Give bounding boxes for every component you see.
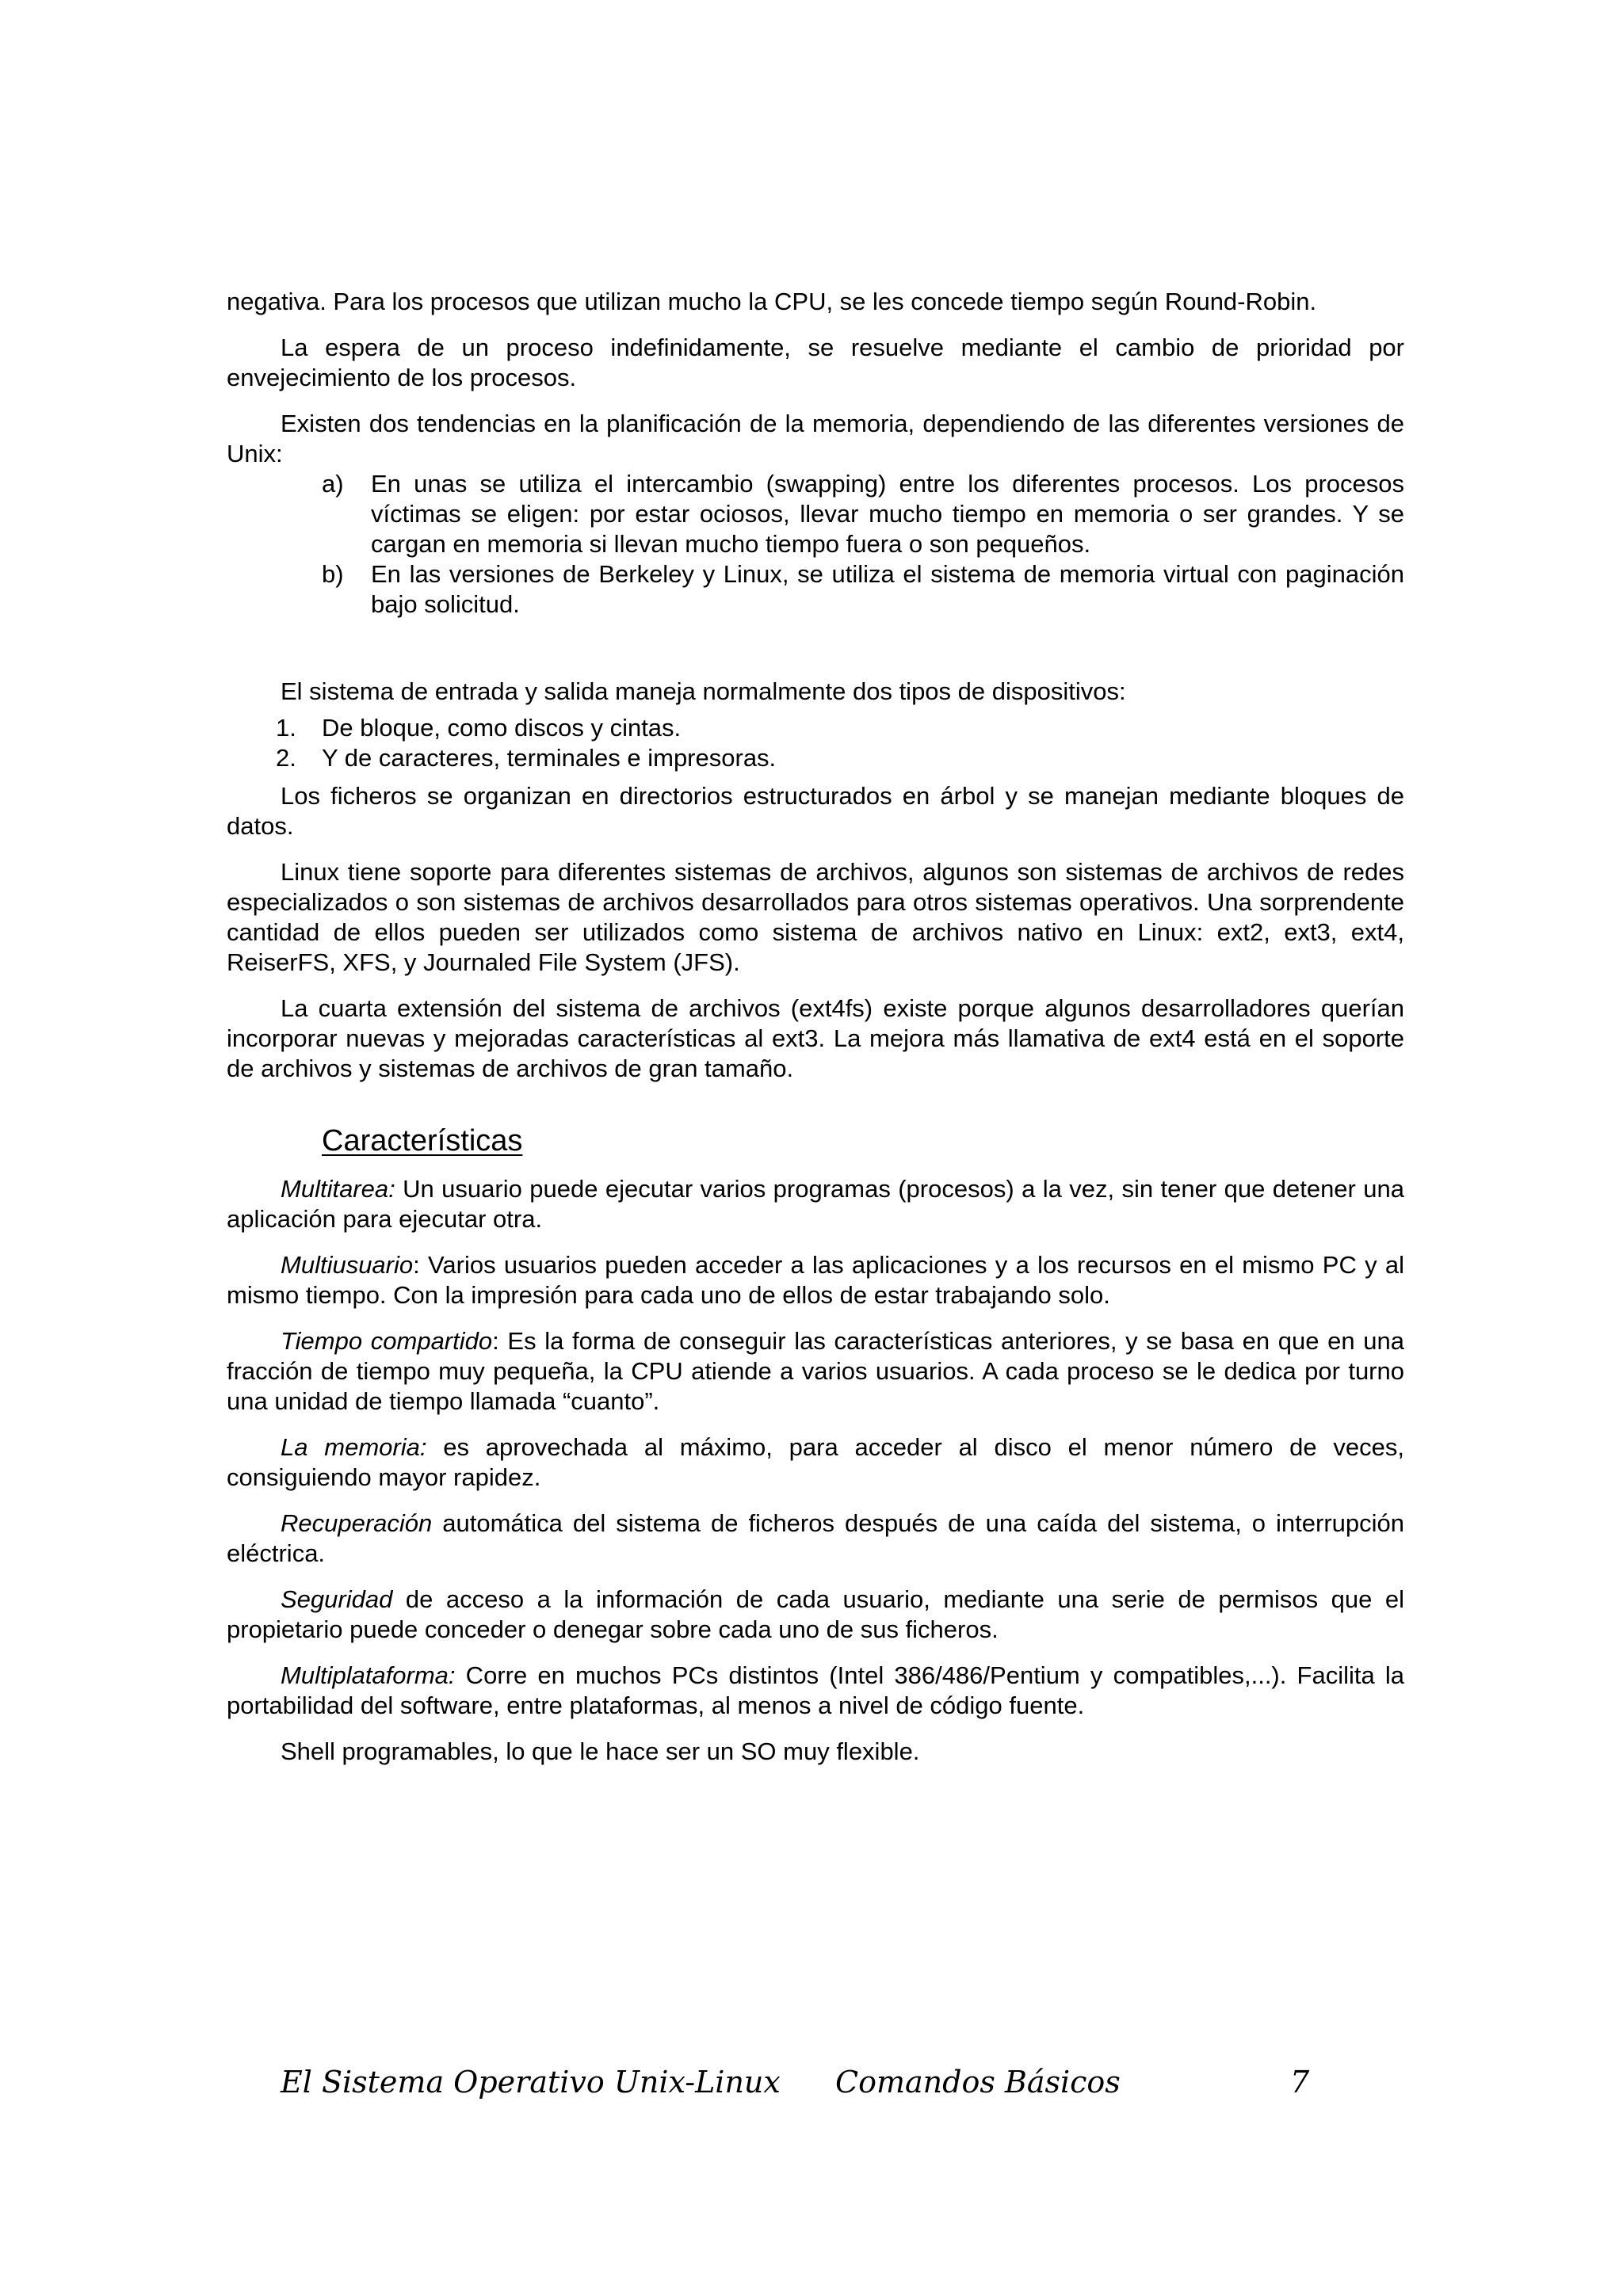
feature-term: Multiusuario: [281, 1251, 414, 1279]
page-footer: [0, 2065, 1623, 2104]
list-item-text: En unas se utiliza el intercambio (swapping) entre los diferentes procesos. Los procesos víctimas se eligen: por estar ociosos, llevar mucho tiempo en memoria o ser grandes. Y se cargan en memoria si llevan mucho tiempo fuera o son pequeños.: [371, 470, 1404, 558]
feature-multiplataforma: [227, 1661, 1404, 1721]
footer-subtitle: Comandos Básicos: [835, 2065, 1121, 2100]
feature-tiempo-compartido: [227, 1326, 1404, 1417]
list-marker: 2.: [276, 744, 296, 772]
paragraph-files-tree: Los ficheros se organizan en directorios estructurados en árbol y se manejan mediante bloques de datos.: [227, 782, 1404, 840]
paragraph-aging: La espera de un proceso indefinidamente, se resuelve mediante el cambio de prioridad por envejecimiento de los procesos.: [227, 334, 1404, 391]
device-list: [227, 713, 1404, 773]
section-heading: Características: [322, 1124, 523, 1158]
feature-multitarea: [227, 1174, 1404, 1234]
feature-term: La memoria:: [281, 1433, 427, 1461]
feature-term: Multitarea:: [281, 1175, 395, 1203]
spacer: [227, 635, 1404, 677]
feature-multiusuario: [227, 1250, 1404, 1310]
paragraph-ext4: La cuarta extensión del sistema de archivos (ext4fs) existe porque algunos desarrolladores querían incorporar nuevas y mejoradas características al ext3. La mejora más llamativa de ext4 está en el soporte de archivos y sistemas de archivos de gran tamaño.: [227, 994, 1404, 1082]
list-item: [322, 559, 1404, 620]
feature-text: de acceso a la información de cada usuario, mediante una serie de permisos que el propietario puede conceder o denegar sobre cada uno de sus ficheros.: [227, 1585, 1404, 1643]
feature-text: automática del sistema de ficheros después de una caída del sistema, o interrupción eléctrica.: [227, 1509, 1404, 1567]
page-content: [227, 287, 1404, 1783]
paragraph-round-robin: negativa. Para los procesos que utilizan mucho la CPU, se les concede tiempo según Round-Robin.: [227, 288, 1317, 315]
list-item-text: Y de caracteres, terminales e impresoras.: [322, 744, 777, 772]
feature-term: Seguridad: [281, 1585, 393, 1613]
list-item: [322, 469, 1404, 559]
list-item: [276, 713, 1404, 743]
feature-text: Corre en muchos PCs distintos (Intel 386/486/Pentium y compatibles,...). Facilita la portabilidad del software, entre plataformas, al menos a nivel de código fuente.: [227, 1661, 1404, 1719]
feature-term: Tiempo compartido: [281, 1327, 493, 1355]
paragraph-filesystems: Linux tiene soporte para diferentes sistemas de archivos, algunos son sistemas de archivos de redes especializados o son sistemas de archivos desarrollados para otros sistemas operativos. Una sorprendente cantidad de ellos pueden ser utilizados como sistema de archivos nativo en Linux: ext2, ext3, ext4, ReiserFS, XFS, y Journaled File System (JFS).: [227, 858, 1404, 976]
feature-text: : Es la forma de conseguir las características anteriores, y se basa en que en una fracción de tiempo muy pequeña, la CPU atiende a varios usuarios. A cada proceso se le dedica por turno una unidad de tiempo llamada “cuanto”.: [227, 1327, 1405, 1415]
feature-text: es aprovechada al máximo, para acceder al disco el menor número de veces, consiguiendo mayor rapidez.: [227, 1433, 1404, 1491]
footer-title: El Sistema Operativo Unix-Linux: [281, 2065, 781, 2100]
paragraph-io-devices: El sistema de entrada y salida maneja normalmente dos tipos de dispositivos:: [281, 677, 1126, 705]
list-marker: 1.: [276, 714, 296, 742]
feature-term: Recuperación: [281, 1509, 433, 1537]
feature-recuperacion: [227, 1508, 1404, 1569]
list-item: [276, 743, 1404, 773]
list-item-text: De bloque, como discos y cintas.: [322, 714, 682, 742]
feature-seguridad: [227, 1585, 1404, 1645]
page-number: 7: [1290, 2065, 1310, 2100]
feature-memoria: [227, 1432, 1404, 1493]
memory-list: [227, 469, 1404, 620]
list-item-text: En las versiones de Berkeley y Linux, se utiliza el sistema de memoria virtual con paginación bajo solicitud.: [371, 560, 1404, 618]
paragraph-memory-trends: Existen dos tendencias en la planificación de la memoria, dependiendo de las diferentes versiones de Unix:: [227, 410, 1404, 467]
list-marker: a): [322, 470, 344, 498]
list-marker: b): [322, 560, 344, 588]
feature-text: : Varios usuarios pueden acceder a las aplicaciones y a los recursos en el mismo PC y al mismo tiempo. Con la impresión para cada uno de ellos de estar trabajando solo.: [227, 1251, 1404, 1309]
feature-shell: Shell programables, lo que le hace ser un SO muy flexible.: [281, 1737, 920, 1765]
feature-term: Multiplataforma:: [281, 1661, 456, 1689]
feature-text: Un usuario puede ejecutar varios programas (procesos) a la vez, sin tener que detener una aplicación para ejecutar otra.: [227, 1175, 1404, 1233]
